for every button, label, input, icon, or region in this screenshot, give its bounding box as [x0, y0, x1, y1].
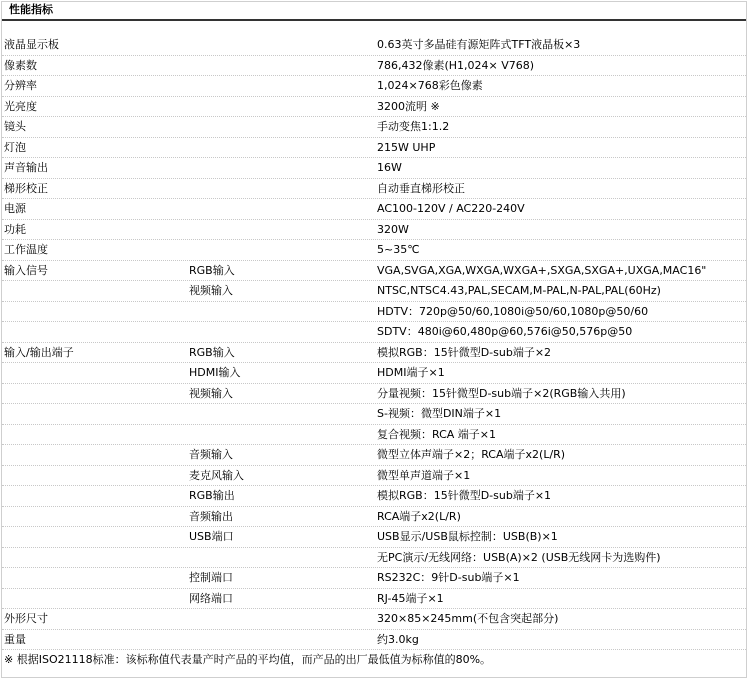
- spec-row: [2, 138, 746, 159]
- spec-value: 模拟RGB：15针微型D-sub端子×2: [377, 345, 552, 359]
- spec-row: [2, 179, 746, 200]
- spec-name: 重量: [4, 632, 26, 646]
- section-title: 性能指标: [2, 2, 746, 21]
- spec-subname: 控制端口: [189, 571, 233, 584]
- spec-row: [2, 507, 746, 528]
- spec-subname: 视频输入: [189, 386, 233, 400]
- spec-row: [2, 281, 746, 302]
- spec-name: 声音输出: [4, 161, 48, 174]
- spec-sheet: [1, 1, 747, 678]
- spec-row: [2, 425, 746, 446]
- spec-subname: HDMI输入: [189, 366, 241, 379]
- spec-name: 像素数: [4, 58, 37, 72]
- spec-name: 梯形校正: [4, 181, 48, 195]
- spec-row: [2, 404, 746, 425]
- spec-value: 215W UHP: [377, 140, 436, 154]
- spec-name: 光亮度: [4, 99, 37, 113]
- spec-name: 工作温度: [4, 243, 48, 256]
- spec-row: [2, 548, 746, 569]
- spec-row: [2, 486, 746, 507]
- spec-value: RS232C：9针D-sub端子×1: [377, 571, 520, 584]
- spec-value: 0.63英寸多晶硅有源矩阵式TFT液晶板×3: [377, 38, 581, 51]
- spec-name: 分辨率: [4, 79, 37, 92]
- spec-row: [2, 527, 746, 548]
- spec-row: [2, 630, 746, 651]
- spec-row: [2, 609, 746, 630]
- spec-value: AC100-120V / AC220-240V: [377, 202, 525, 215]
- spec-row: [2, 466, 746, 487]
- spec-subname: 网络端口: [189, 591, 233, 605]
- spec-subname: 麦克风输入: [189, 468, 244, 482]
- spec-row: [2, 322, 746, 343]
- spec-value: SDTV：480i@60,480p@60,576i@50,576p@50: [377, 325, 633, 338]
- spec-value: 320W: [377, 222, 409, 236]
- spec-value: 786,432像素(H1,024× V768): [377, 58, 535, 72]
- spec-row: [2, 589, 746, 610]
- spec-value: VGA,SVGA,XGA,WXGA,WXGA+,SXGA,SXGA+,UXGA,MAC16": [377, 263, 707, 277]
- spec-value: 约3.0kg: [377, 632, 419, 646]
- spec-row: [2, 240, 746, 261]
- spec-value: RCA端子x2(L/R): [377, 509, 461, 523]
- spec-row: [2, 220, 746, 241]
- spec-value: 自动垂直梯形校正: [377, 181, 465, 195]
- spec-row: [2, 384, 746, 405]
- spec-row: [2, 261, 746, 282]
- spec-name: 灯泡: [4, 140, 26, 154]
- spec-row: [2, 117, 746, 138]
- spec-value: 16W: [377, 161, 402, 174]
- spec-subname: 音频输出: [189, 509, 233, 523]
- spec-row: [2, 158, 746, 179]
- spec-value: 无PC演示/无线网络：USB(A)×2 (USB无线网卡为选购件): [377, 550, 661, 564]
- spec-name: 输入/输出端子: [4, 345, 74, 359]
- spec-value: 微型单声道端子×1: [377, 468, 471, 482]
- spec-subname: RGB输入: [189, 345, 235, 359]
- spec-value: 1,024×768彩色像素: [377, 79, 483, 92]
- spec-value: 3200流明 ※: [377, 99, 440, 113]
- spec-value: 复合视频：RCA 端子×1: [377, 427, 497, 441]
- spec-name: 输入信号: [4, 263, 48, 277]
- spec-row: [2, 445, 746, 466]
- spec-value: NTSC,NTSC4.43,PAL,SECAM,M-PAL,N-PAL,PAL(60Hz): [377, 284, 661, 297]
- spec-name: 功耗: [4, 222, 26, 236]
- spec-subname: USB端口: [189, 530, 234, 543]
- spec-subname: RGB输入: [189, 263, 235, 277]
- spec-row: [2, 568, 746, 589]
- spec-subname: 视频输入: [189, 284, 233, 297]
- spec-value: RJ-45端子×1: [377, 591, 444, 605]
- spec-value: 分量视频：15针微型D-sub端子×2(RGB输入共用): [377, 386, 626, 400]
- spec-value: S-视频：微型DIN端子×1: [377, 407, 502, 420]
- spec-value: 手动变焦1:1.2: [377, 120, 450, 133]
- spec-value: HDMI端子×1: [377, 366, 445, 379]
- spec-value: 320×85×245mm(不包含突起部分): [377, 612, 559, 625]
- spec-row: [2, 363, 746, 384]
- spec-name: 液晶显示板: [4, 38, 59, 51]
- spec-name: 外形尺寸: [4, 612, 48, 625]
- spec-subname: RGB输出: [189, 489, 235, 502]
- spec-row: [2, 76, 746, 97]
- spec-table: [2, 35, 746, 650]
- spec-value: USB显示/USB鼠标控制：USB(B)×1: [377, 530, 558, 543]
- spec-name: 电源: [4, 202, 26, 215]
- spec-row: [2, 302, 746, 323]
- spec-row: [2, 35, 746, 56]
- spec-row: [2, 199, 746, 220]
- spec-value: 5~35℃: [377, 243, 420, 256]
- footnote: ※ 根据ISO21118标准：该标称值代表量产时产品的平均值，而产品的出厂最低值为标称值的80%。: [4, 653, 492, 666]
- spec-row: [2, 343, 746, 364]
- spec-row: [2, 56, 746, 77]
- spec-value: HDTV：720p@50/60,1080i@50/60,1080p@50/60: [377, 304, 649, 318]
- spec-row: [2, 97, 746, 118]
- spec-value: 微型立体声端子×2；RCA端子x2(L/R): [377, 448, 566, 461]
- spec-value: 模拟RGB：15针微型D-sub端子×1: [377, 489, 552, 502]
- spec-subname: 音频输入: [189, 448, 233, 461]
- spec-name: 镜头: [4, 120, 26, 133]
